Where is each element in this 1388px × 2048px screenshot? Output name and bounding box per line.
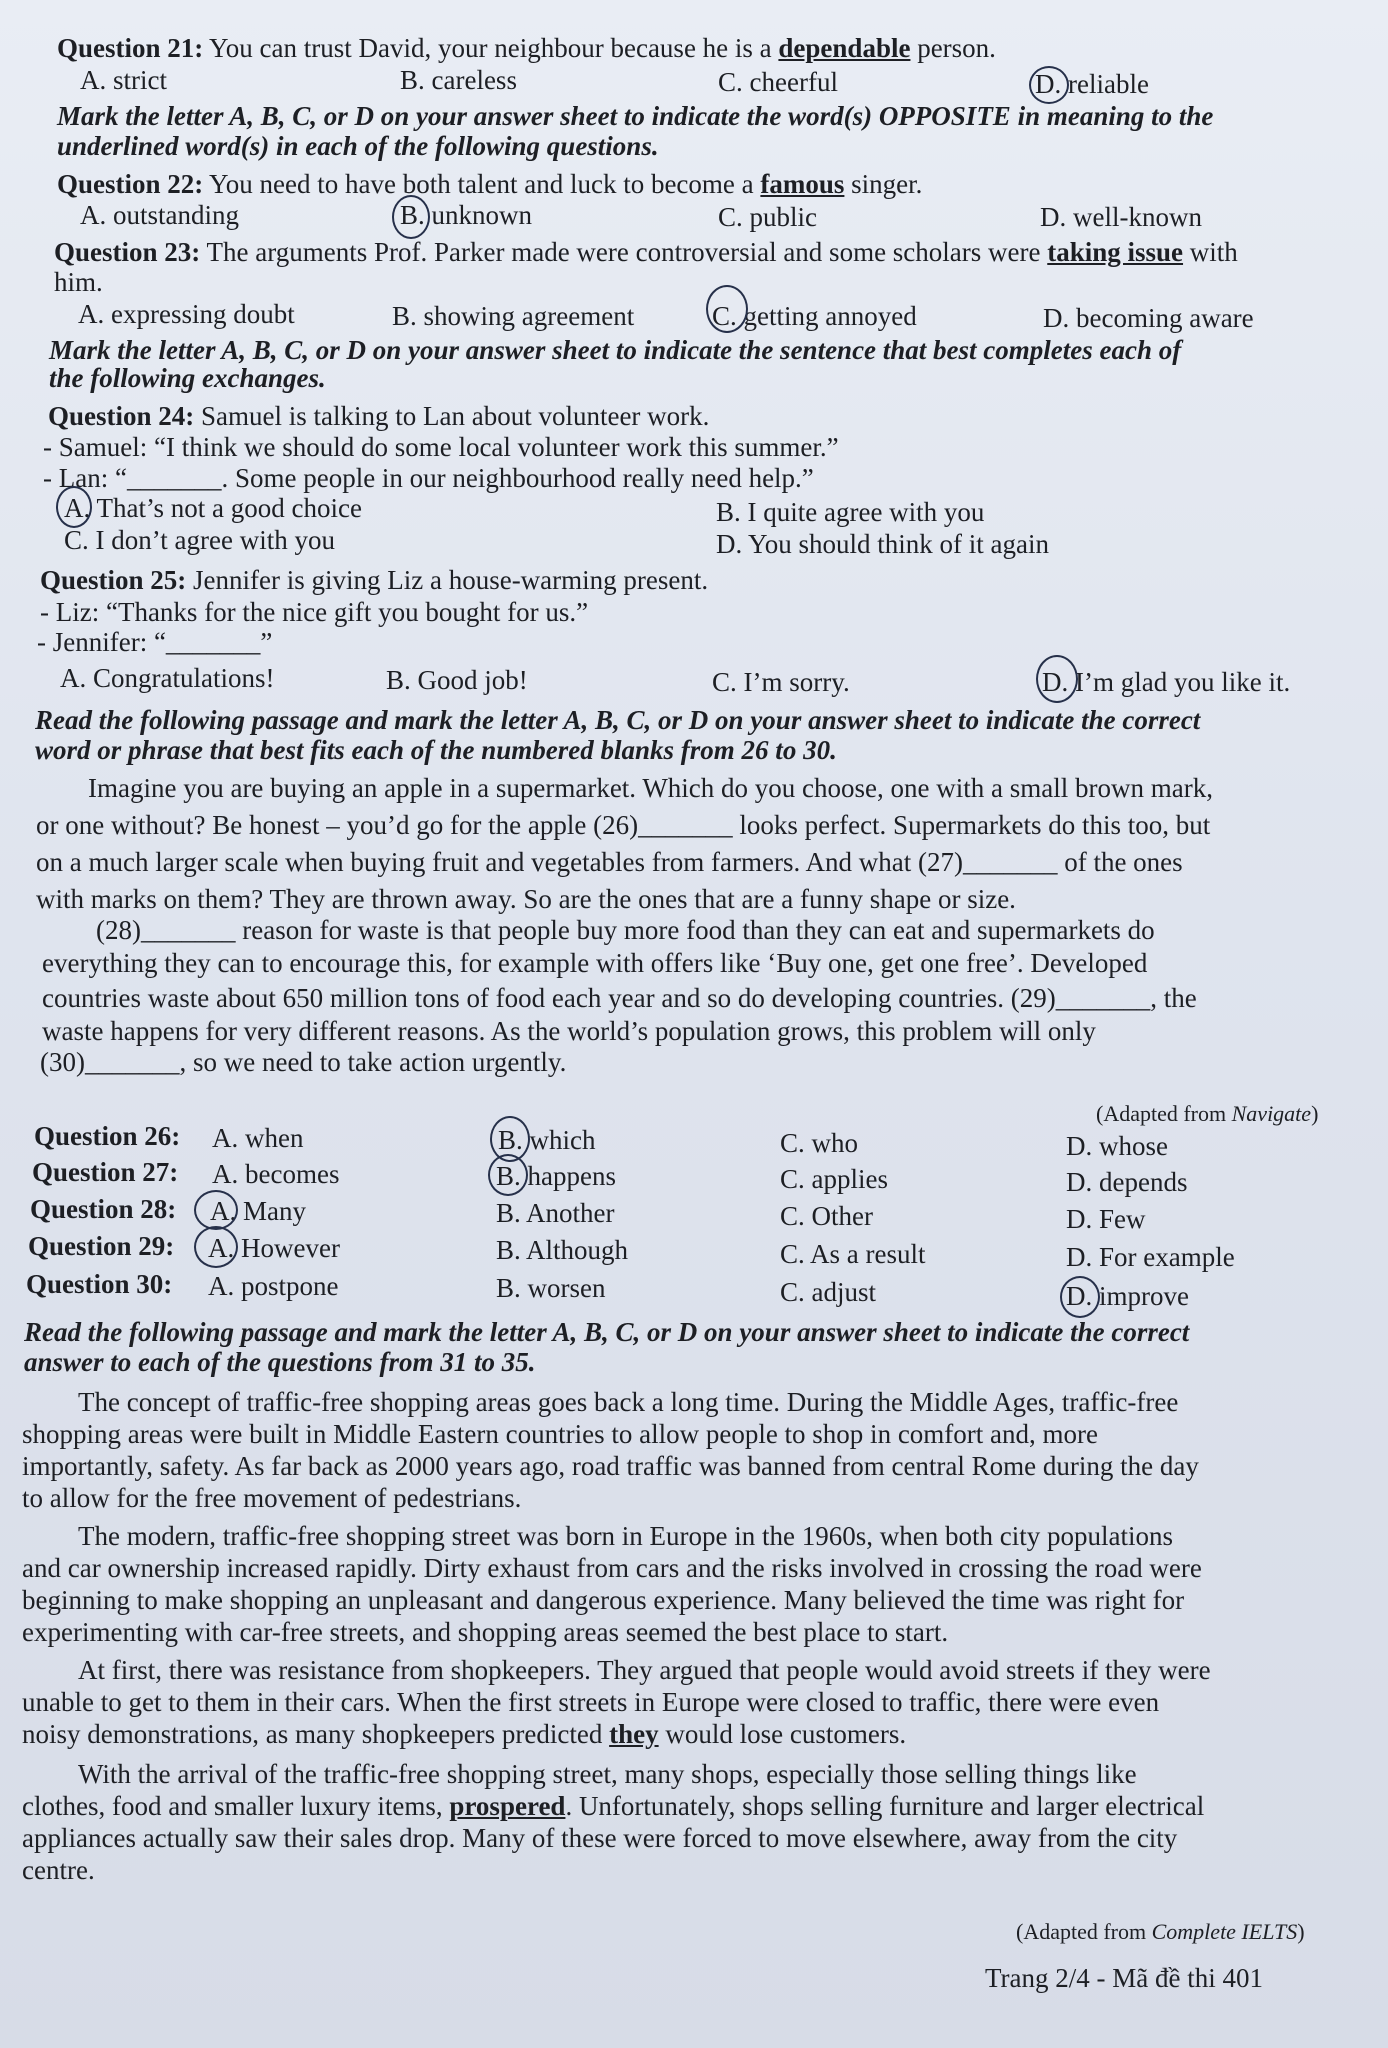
passage2-line: unable to get to them in their cars. When the first streets in Europe were closed to traffic, there were even: [22, 1687, 1160, 1717]
q23-stem: Question 23: The arguments Prof. Parker made were controversial and some scholars were taking issue with: [54, 237, 1238, 267]
q28-option-b[interactable]: B. Another: [496, 1198, 615, 1228]
q26-option-a[interactable]: A. when: [212, 1123, 304, 1153]
q22-stem: Question 22: You need to have both talent and luck to become a famous singer.: [57, 169, 923, 199]
passage2-line: centre.: [22, 1855, 95, 1885]
passage2-line: noisy demonstrations, as many shopkeepers predicted they would lose customers.: [22, 1719, 907, 1749]
instruction-reading-line1: Read the following passage and mark the letter A, B, C, or D on your answer sheet to indicate the correct: [24, 1317, 1190, 1347]
q28-label: Question 28:: [30, 1194, 177, 1224]
instruction-exchanges-line1: Mark the letter A, B, C, or D on your answer sheet to indicate the sentence that best completes each of: [49, 335, 1182, 365]
q23-option-b[interactable]: B. showing agreement: [392, 301, 635, 331]
q23-option-c[interactable]: C. getting annoyed: [712, 301, 917, 331]
q29-option-c[interactable]: C. As a result: [780, 1239, 926, 1269]
q25-option-d[interactable]: D. I’m glad you like it.: [1042, 667, 1291, 697]
q25-jennifer-line: - Jennifer: “_______”: [37, 627, 273, 657]
passage2-source: (Adapted from Complete IELTS): [1016, 1919, 1305, 1944]
passage2-line: clothes, food and smaller luxury items, prospered. Unfortunately, shops selling furniture and larger electrical: [22, 1791, 1205, 1821]
q22-underlined: famous: [760, 169, 845, 199]
passage2-line: beginning to make shopping an unpleasant and dangerous experience. Many believed the time was right for: [22, 1585, 1185, 1615]
q23-option-a[interactable]: A. expressing doubt: [78, 299, 295, 329]
instruction-opposite-line2: underlined word(s) in each of the following questions.: [57, 131, 659, 161]
q29-option-b[interactable]: B. Although: [496, 1235, 629, 1265]
q25-liz-line: - Liz: “Thanks for the nice gift you bought for us.”: [40, 597, 589, 627]
passage2-line: experimenting with car-free streets, and shopping areas seemed the best place to start.: [22, 1617, 949, 1647]
answer-circle-29: [194, 1226, 238, 1268]
passage1-line: waste happens for very different reasons. As the world’s population grows, this problem will only: [42, 1016, 1096, 1046]
passage2-underlined-they: they: [609, 1719, 659, 1749]
passage2-line: and car ownership increased rapidly. Dirty exhaust from cars and the risks involved in crossing the road were: [22, 1553, 1202, 1583]
passage2-underlined-prospered: prospered: [449, 1791, 566, 1821]
passage1-line: or one without? Be honest – you’d go for the apple (26)_______ looks perfect. Supermarkets do this too, but: [36, 810, 1211, 840]
q24-samuel-line: - Samuel: “I think we should do some local volunteer work this summer.”: [43, 432, 839, 462]
q27-option-a[interactable]: A. becomes: [212, 1159, 340, 1189]
q27-option-d[interactable]: D. depends: [1066, 1167, 1188, 1197]
q22-option-c[interactable]: C. public: [718, 202, 817, 232]
q30-option-c[interactable]: C. adjust: [780, 1277, 877, 1307]
instruction-opposite-line1: Mark the letter A, B, C, or D on your answer sheet to indicate the word(s) OPPOSITE in meaning to the: [57, 101, 1214, 131]
q26-option-c[interactable]: C. who: [780, 1128, 859, 1158]
q25-option-b[interactable]: B. Good job!: [386, 665, 528, 695]
q24-lan-line: - Lan: “_______. Some people in our neighbourhood really need help.”: [43, 463, 814, 493]
answer-circle-25: [1036, 655, 1078, 703]
passage2-line: At first, there was resistance from shopkeepers. They argued that people would avoid streets if they were: [78, 1655, 1211, 1685]
passage1-source: (Adapted from Navigate): [1096, 1101, 1319, 1126]
q21-label: Question 21:: [57, 33, 204, 63]
passage1-line: everything they can to encourage this, for example with offers like ‘Buy one, get one free’. Developed: [42, 948, 1148, 978]
q22-option-a[interactable]: A. outstanding: [80, 200, 239, 230]
q21-option-d[interactable]: D. reliable: [1035, 69, 1149, 99]
passage2-line: importantly, safety. As far back as 2000 years ago, road traffic was banned from central Rome during the day: [22, 1451, 1199, 1481]
q26-option-b[interactable]: B. which: [498, 1125, 596, 1155]
q28-option-c[interactable]: C. Other: [780, 1201, 873, 1231]
passage1-line: with marks on them? They are thrown away. So are the ones that are a funny shape or size.: [36, 884, 1016, 914]
q23-underlined: taking issue: [1047, 237, 1184, 267]
q21-option-a[interactable]: A. strict: [80, 65, 167, 95]
q29-option-d[interactable]: D. For example: [1066, 1242, 1235, 1272]
answer-circle-30: [1060, 1276, 1100, 1318]
q28-option-a[interactable]: A. Many: [210, 1196, 306, 1226]
passage2-line: The concept of traffic-free shopping areas goes back a long time. During the Middle Ages, traffic-free: [78, 1387, 1179, 1417]
q23-option-d[interactable]: D. becoming aware: [1043, 303, 1254, 333]
q21-underlined: dependable: [778, 33, 911, 63]
q29-option-a[interactable]: A. However: [208, 1233, 340, 1263]
q29-label: Question 29:: [28, 1231, 175, 1261]
q25-stem: Question 25: Jennifer is giving Liz a house-warming present.: [40, 565, 709, 595]
q27-option-b[interactable]: B. happens: [496, 1161, 616, 1191]
q26-label: Question 26:: [34, 1121, 181, 1151]
q24-option-c[interactable]: C. I don’t agree with you: [64, 525, 335, 555]
passage2-line: The modern, traffic-free shopping street was born in Europe in the 1960s, when both city populations: [78, 1521, 1173, 1551]
q30-option-b[interactable]: B. worsen: [496, 1273, 606, 1303]
passage1-line: on a much larger scale when buying fruit and vegetables from farmers. And what (27)_______ of the ones: [36, 847, 1183, 877]
q27-label: Question 27:: [32, 1157, 179, 1187]
page-footer: Trang 2/4 - Mã đề thi 401: [985, 1963, 1263, 1993]
q30-label: Question 30:: [26, 1269, 173, 1299]
q25-option-a[interactable]: A. Congratulations!: [60, 663, 275, 693]
answer-circle-27: [488, 1154, 528, 1196]
q24-option-b[interactable]: B. I quite agree with you: [716, 497, 985, 527]
passage2-line: to allow for the free movement of pedestrians.: [22, 1483, 522, 1513]
passage1-line: (28)_______ reason for waste is that people buy more food than they can eat and supermarkets do: [96, 915, 1155, 945]
q21-option-b[interactable]: B. careless: [400, 65, 517, 95]
answer-circle-28: [194, 1190, 238, 1230]
q25-option-c[interactable]: C. I’m sorry.: [712, 667, 850, 697]
passage1-line: Imagine you are buying an apple in a supermarket. Which do you choose, one with a small brown mark,: [88, 773, 1213, 803]
answer-circle-22: [392, 195, 430, 239]
instruction-reading-line2: answer to each of the questions from 31 to 35.: [24, 1347, 536, 1377]
q30-option-d[interactable]: D. improve: [1066, 1281, 1189, 1311]
q24-option-a[interactable]: A. That’s not a good choice: [64, 493, 362, 523]
passage2-line: appliances actually saw their sales drop. Many of these were forced to move elsewhere, away from the city: [22, 1823, 1178, 1853]
q23-stem-line2: him.: [54, 267, 103, 297]
q22-option-d[interactable]: D. well-known: [1040, 202, 1202, 232]
q24-stem: Question 24: Samuel is talking to Lan about volunteer work.: [48, 401, 710, 431]
q22-option-b[interactable]: B. unknown: [400, 200, 533, 230]
instruction-cloze-line2: word or phrase that best fits each of the numbered blanks from 26 to 30.: [35, 735, 837, 765]
passage2-line: shopping areas were built in Middle Eastern countries to allow people to shop in comfort and, more: [22, 1419, 1098, 1449]
answer-circle-21: [1029, 66, 1069, 104]
instruction-exchanges-line2: the following exchanges.: [49, 363, 326, 393]
passage1-line: (30)_______, so we need to take action urgently.: [40, 1047, 567, 1077]
q30-option-a[interactable]: A. postpone: [208, 1271, 339, 1301]
q28-option-d[interactable]: D. Few: [1066, 1204, 1146, 1234]
q27-option-c[interactable]: C. applies: [780, 1164, 888, 1194]
instruction-cloze-line1: Read the following passage and mark the letter A, B, C, or D on your answer sheet to indicate the correct: [35, 705, 1201, 735]
passage1-line: countries waste about 650 million tons of food each year and so do developing countries. (29)_______, the: [42, 983, 1197, 1013]
q24-option-d[interactable]: D. You should think of it again: [716, 529, 1050, 559]
passage2-line: With the arrival of the traffic-free shopping street, many shops, especially those selling things like: [78, 1759, 1137, 1789]
answer-circle-23: [706, 285, 748, 333]
answer-circle-24: [56, 486, 92, 528]
q21-option-c[interactable]: C. cheerful: [718, 67, 838, 97]
q21-stem: Question 21: You can trust David, your neighbour because he is a dependable person.: [57, 33, 996, 63]
q26-option-d[interactable]: D. whose: [1066, 1131, 1168, 1161]
